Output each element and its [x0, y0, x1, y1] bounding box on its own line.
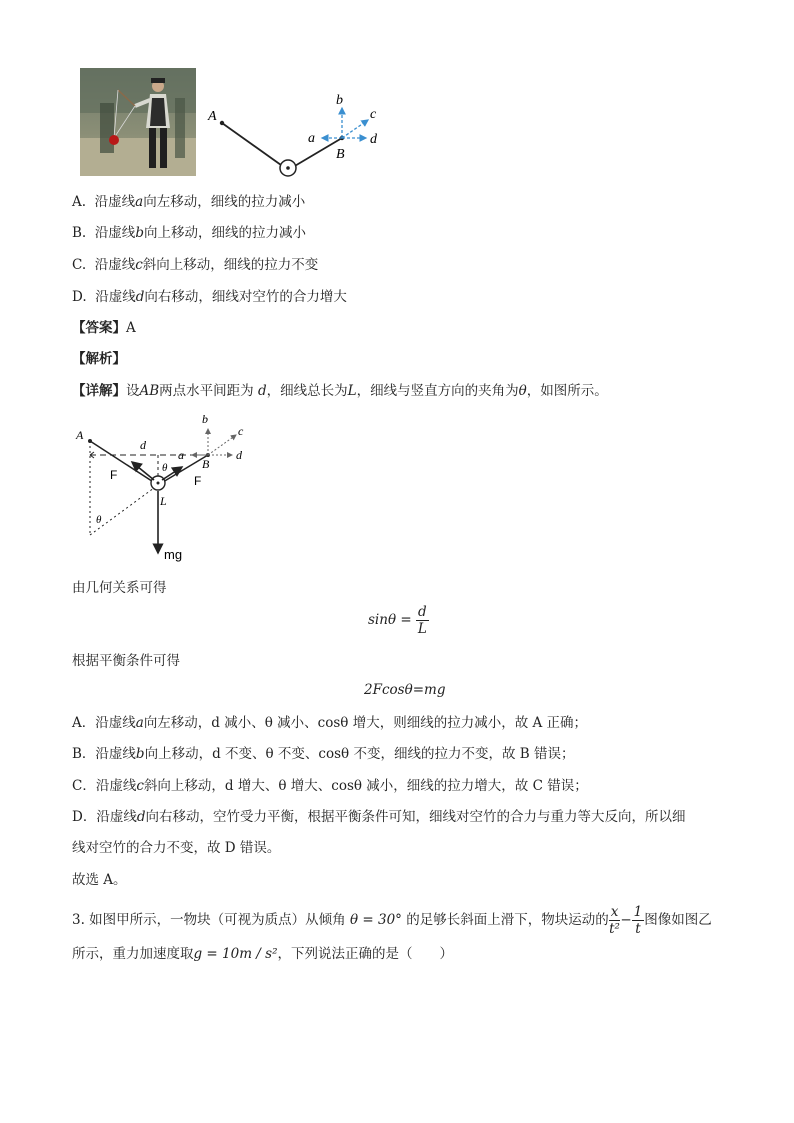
analysis-c: C．沿虚线c斜向上移动，d 增大、θ 增大、cosθ 减小，细线的拉力增大，故 C 错误；	[72, 778, 588, 794]
analysis-heading: 【解析】	[72, 351, 126, 367]
question-3-line-1: 3. 如图甲所示，一物块（可视为质点）从倾角 θ = 30° 的足够长斜面上滑下，物块运动的 $\frac{x}{\text{t²}}$ − $\frac{1}{t}$ 图像如图乙	[72, 904, 712, 937]
fd-mg-label: mg	[164, 547, 183, 562]
dir-a-label: a	[308, 131, 315, 146]
point-B-label: B	[336, 147, 345, 162]
dir-d-label: d	[370, 132, 377, 147]
dir-b-label: b	[336, 93, 343, 108]
analysis-a: A．沿虚线a向左移动，d 减小、θ 减小、cosθ 增大，则细线的拉力减小，故 A 正确；	[72, 715, 588, 731]
answer-line: 【答案】A	[72, 320, 136, 336]
fd-F-right-label: F	[194, 474, 202, 488]
geometry-intro: 由几何关系可得	[72, 580, 167, 596]
analysis-d-continued: 线对空竹的合力不变，故 D 错误。	[72, 840, 281, 856]
fd-d-arrow-label: d	[236, 448, 242, 462]
fd-A-label: A	[76, 428, 84, 442]
diabolo-photo	[80, 68, 196, 176]
balance-intro: 根据平衡条件可得	[72, 653, 180, 669]
dir-c-label: c	[370, 107, 377, 122]
fd-L-label: L	[160, 494, 167, 508]
fd-a-label: a	[178, 448, 184, 462]
fd-B-label: B	[202, 457, 210, 471]
fd-theta-bottom-label: θ	[96, 514, 102, 526]
fd-F-left-label: F	[110, 468, 118, 482]
option-c: C. 沿虚线c斜向上移动，细线的拉力不变	[72, 257, 319, 273]
analysis-b: B．沿虚线b向上移动，d 不变、θ 不变、cosθ 不变，细线的拉力不变，故 B 错误；	[72, 746, 575, 762]
option-a: A. 沿虚线a向左移动，细线的拉力减小	[72, 194, 306, 210]
fd-c-label: c	[238, 424, 244, 438]
conclusion: 故选 A。	[72, 872, 127, 888]
analysis-d: D．沿虚线d向右移动，空竹受力平衡，根据平衡条件可知，细线对空竹的合力与重力等大反向，所以细	[72, 809, 686, 825]
equation-sin-theta: sinθ = $\frac{d}{L}$	[368, 604, 427, 637]
point-A-label: A	[208, 109, 217, 124]
force-diagram	[70, 405, 280, 565]
equation-balance: 2Fcosθ=mg	[364, 682, 446, 698]
option-d: D. 沿虚线d向右移动，细线对空竹的合力增大	[72, 289, 347, 305]
question-3-line-2: 所示，重力加速度取g = 10m / s²，下列说法正确的是（ ）	[72, 946, 453, 962]
fd-theta-top-label: θ	[162, 462, 168, 474]
fd-b-label: b	[202, 412, 208, 426]
diabolo-schematic	[200, 86, 400, 186]
detail-intro: 【详解】设AB两点水平间距为 d，细线总长为L，细线与竖直方向的夹角为θ，如图所示。	[72, 383, 608, 399]
fd-d-span-label: d	[140, 438, 146, 452]
option-b: B. 沿虚线b向上移动，细线的拉力减小	[72, 225, 306, 241]
